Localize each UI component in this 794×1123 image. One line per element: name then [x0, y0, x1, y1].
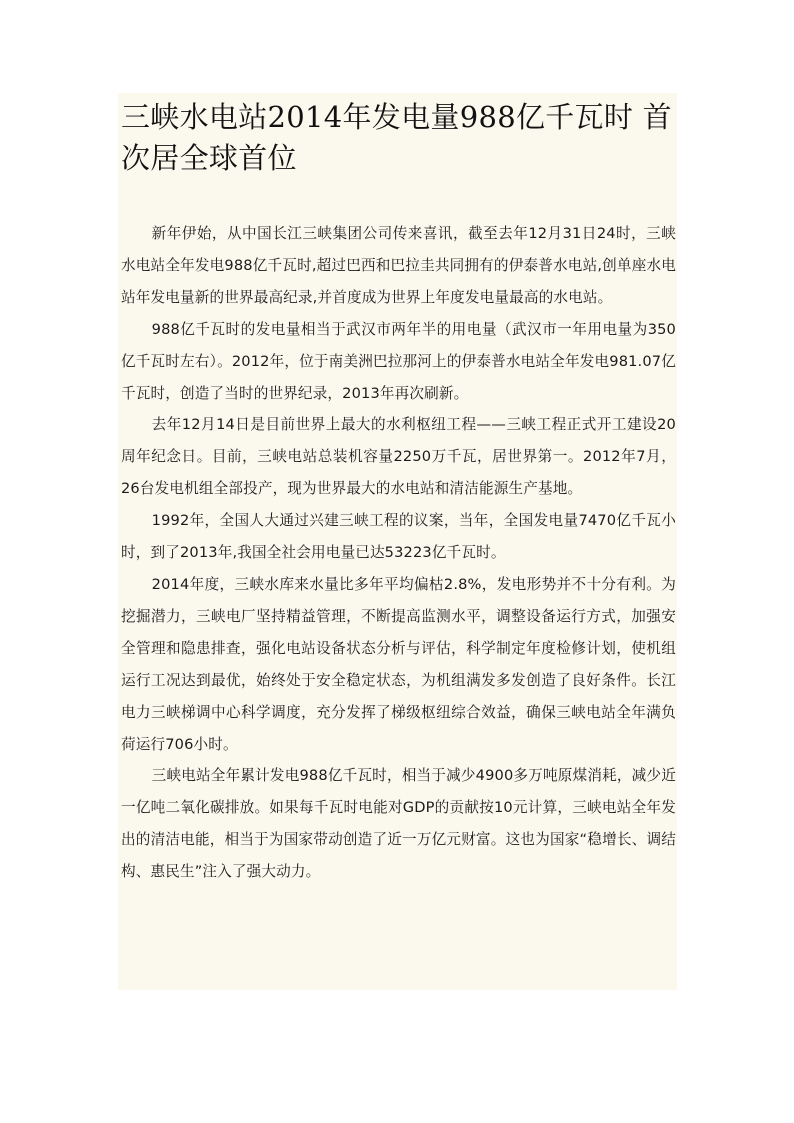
article-paragraph: 三峡电站全年累计发电988亿千瓦时，相当于减少4900多万吨原煤消耗，减少近一亿吨二氧化碳排放。如果每千瓦时电能对GDP的贡献按10元计算，三峡电站全年发出的清洁电能，相当于为国家带动创造了近一万亿元财富。这也为国家“稳增长、调结构、惠民生”注入了强大动力。 — [121, 767, 676, 881]
article-paragraph: 988亿千瓦时的发电量相当于武汉市两年半的用电量（武汉市一年用电量为350亿千瓦时左右）。2012年，位于南美洲巴拉那河上的伊泰普水电站全年发电981.07亿千瓦时，创造了当时的世界纪录，2013年再次刷新。 — [121, 320, 676, 402]
article-title: 三峡水电站2014年发电量988亿千瓦时 首次居全球首位 — [121, 100, 672, 175]
article-paragraph: 去年12月14日是目前世界上最大的水利枢纽工程——三峡工程正式开工建设20周年纪念日。目前，三峡电站总装机容量2250万千瓦，居世界第一。2012年7月，26台发电机组全部投产，现为世界最大的水电站和清洁能源生产基地。 — [121, 416, 676, 498]
article-paragraph: 1992年，全国人大通过兴建三峡工程的议案，当年，全国发电量7470亿千瓦小时，到了2013年,我国全社会用电量已达53223亿千瓦时。 — [121, 512, 676, 562]
article-paragraph: 新年伊始，从中国长江三峡集团公司传来喜讯，截至去年12月31日24时，三峡水电站全年发电988亿千瓦时,超过巴西和巴拉圭共同拥有的伊泰普水电站,创单座水电站年发电量新的世界最高纪录,并首度成为世界上年度发电量最高的水电站。 — [121, 225, 676, 306]
article-paragraph: 2014年度，三峡水库来水量比多年平均偏枯2.8%，发电形势并不十分有利。为挖掘潜力，三峡电厂坚持精益管理，不断提高监测水平，调整设备运行方式，加强安全管理和隐患排查，强化电站设备状态分析与评估，科学制定年度检修计划，使机组运行工况达到最优，始终处于安全稳定状态，为机组满发多发创造了良好条件。长江电力三峡梯调中心科学调度，充分发挥了梯级枢纽综合效益，确保三峡电站全年满负荷运行706小时。 — [121, 575, 676, 753]
article-body — [121, 218, 676, 888]
